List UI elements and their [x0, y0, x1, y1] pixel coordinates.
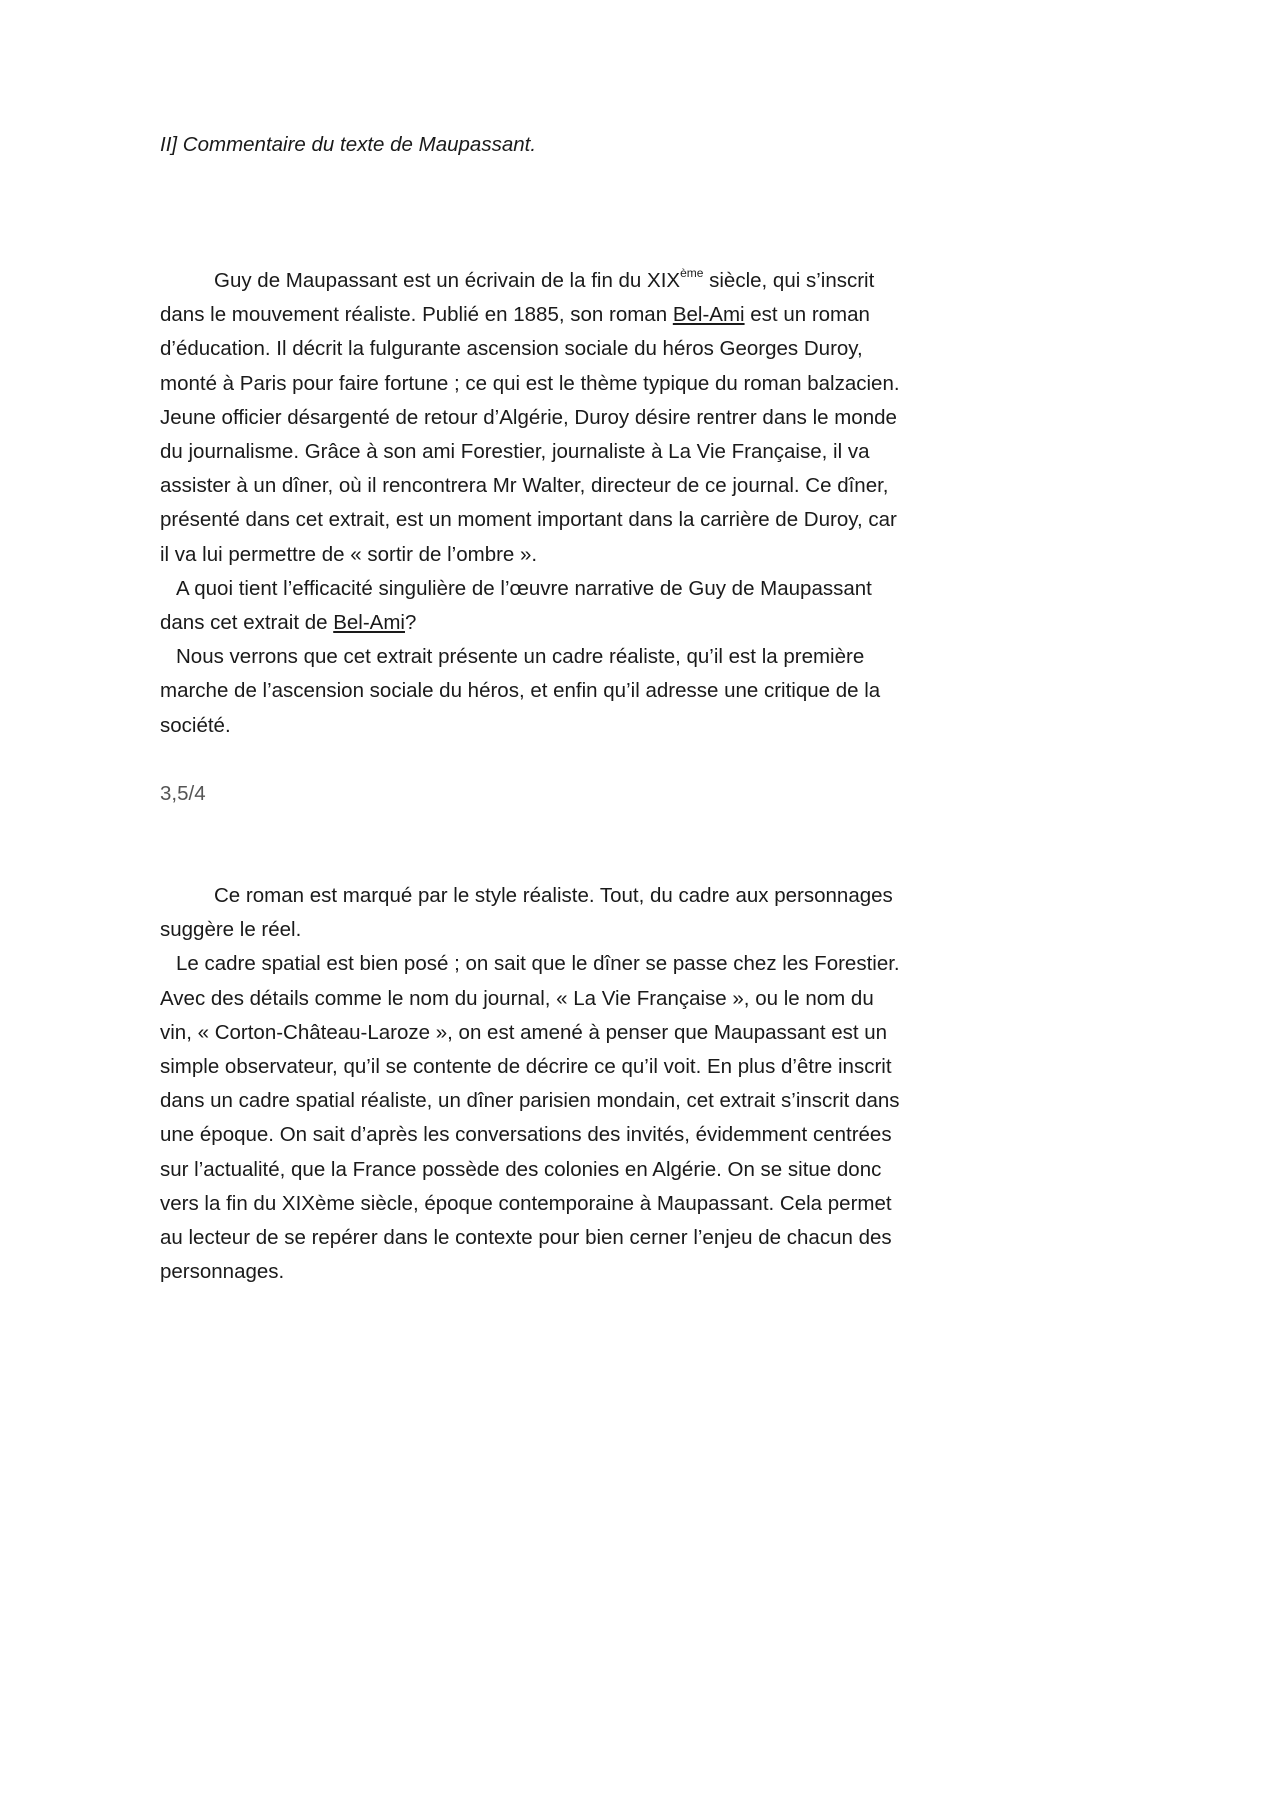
introduction-block	[160, 264, 900, 743]
novel-title-bel-ami-2: Bel-Ami	[333, 611, 405, 635]
novel-title-bel-ami: Bel-Ami	[672, 303, 745, 327]
intro-text-end: est un roman d’éducation. Il décrit la fulgurante ascension sociale du héros Georges Duroy, monté à Paris pour faire fortune ; ce qui est le thème typique du roman balzacien. Jeune officier désargenté de retour d’Algérie, Duroy désire rentrer dans le monde du journalisme. Grâce à son ami Forestier, journaliste à La Vie Française, il va assister à un dîner, où il rencontrera Mr Walter, directeur de ce journal. Ce dîner, présenté dans cet extrait, est un moment important dans la carrière de Duroy, car il va lui permettre de « sortir de l’ombre ».	[160, 303, 900, 566]
part1-paragraph-1: Ce roman est marqué par le style réaliste. Tout, du cadre aux personnages suggère le réel.	[160, 884, 893, 942]
part1-paragraph-2: Le cadre spatial est bien posé ; on sait que le dîner se passe chez les Forestier. Avec des détails comme le nom du journal, « La Vie Française », ou le nom du vin, « Corton-Château-Laroze », on est amené à penser que Maupassant est un simple observateur, qu’il se contente de décrire ce qu’il voit. En plus d’être inscrit dans un cadre spatial réaliste, un dîner parisien mondain, cet extrait s’inscrit dans une époque. On sait d’après les conversations des invités, évidemment centrées sur l’actualité, que la France possède des colonies en Algérie. On se situe donc vers la fin du XIXème siècle, époque contemporaine à Maupassant. Cela permet au lecteur de se repérer dans le contexte pour bien cerner l’enjeu de chacun des personnages.	[160, 952, 900, 1284]
intro-text-middle: siècle, qui s’inscrit dans le mouvement réaliste. Publié en 1885, son roman	[160, 269, 875, 327]
grade-annotation: 3,5/4	[160, 782, 206, 805]
section-heading: II] Commentaire du texte de Maupassant.	[160, 133, 537, 156]
intro-paragraph-problematic	[160, 572, 900, 640]
intro-paragraph-plan: Nous verrons que cet extrait présente un cadre réaliste, qu’il est la première marche de l’ascension sociale du héros, et enfin qu’il adresse une critique de la société.	[160, 645, 881, 737]
intro-text-start: Guy de Maupassant est un écrivain de la fin du XIX	[214, 269, 681, 292]
problematic-end: ?	[404, 611, 417, 635]
superscript-eme: ème	[680, 266, 704, 280]
problematic-text: A quoi tient l’efficacité singulière de l’œuvre narrative de Guy de Maupassant dans cet extrait de	[160, 576, 872, 635]
intro-paragraph-1	[160, 264, 900, 572]
part-one-block	[160, 879, 900, 1289]
